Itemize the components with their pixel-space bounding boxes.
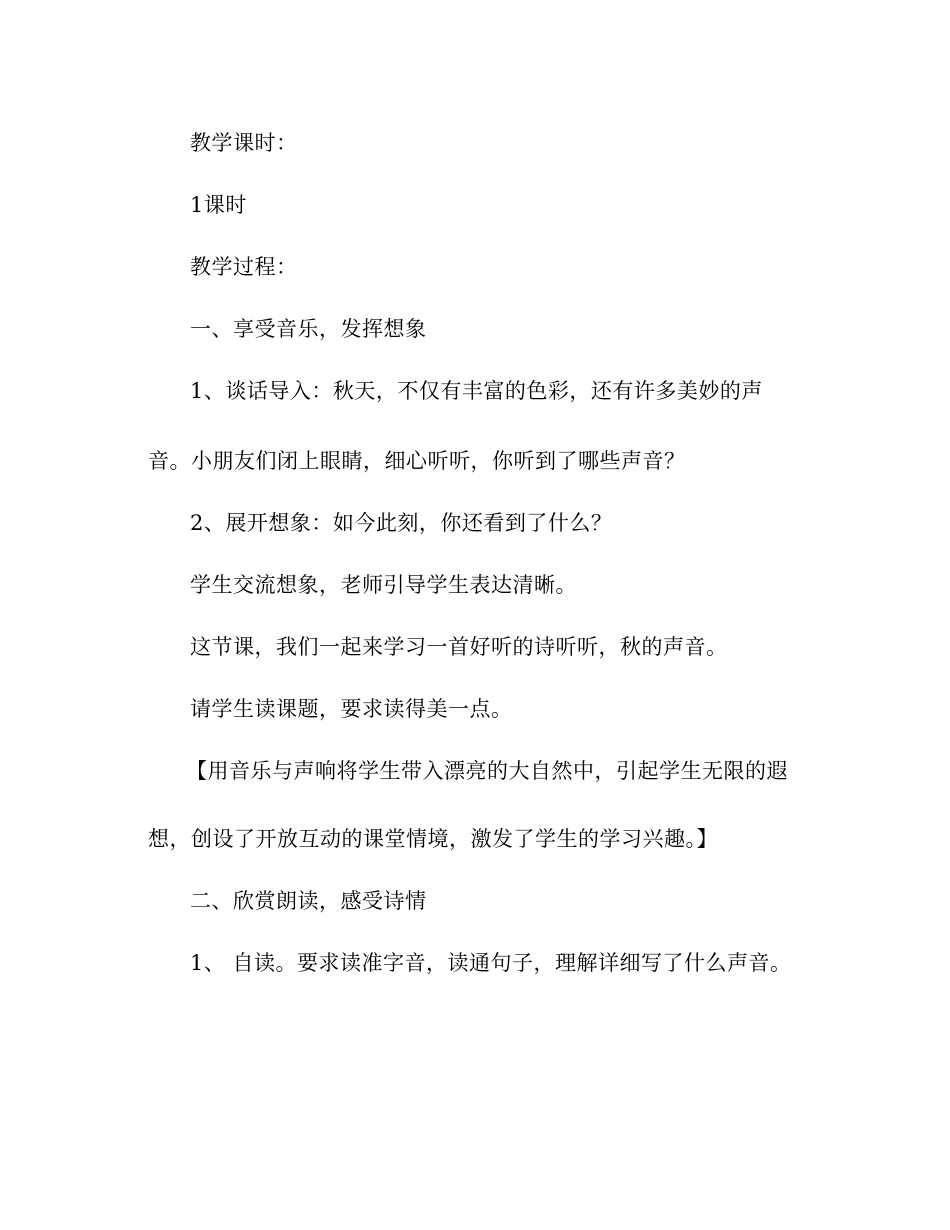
paragraph-line: 1、谈话导入：秋天，不仅有丰富的色彩，还有许多美妙的声 [190, 379, 763, 403]
heading-teaching-process: 教学过程： [190, 255, 298, 279]
paragraph-line: 音。小朋友们闭上眼睛，细心听听，你听到了哪些声音？ [148, 449, 686, 473]
paragraph-line: 2、展开想象：如今此刻，你还看到了什么？ [190, 511, 613, 535]
paragraph-line: 1、 自读。要求读准字音，读通句子，理解详细写了什么声音。 [190, 951, 792, 975]
teaching-hours-value: 1课时 [190, 193, 247, 217]
annotation-line: 【用音乐与声响将学生带入漂亮的大自然中，引起学生无限的遐 [186, 759, 788, 783]
section-heading-2: 二、欣赏朗读，感受诗情 [190, 889, 427, 913]
paragraph-line: 请学生读课题，要求读得美一点。 [190, 697, 513, 721]
annotation-line: 想，创设了开放互动的课堂情境，激发了学生的学习兴趣。】 [148, 827, 718, 851]
paragraph-line: 学生交流想象，老师引导学生表达清晰。 [190, 573, 577, 597]
paragraph-line: 这节课，我们一起来学习一首好听的诗听听，秋的声音。 [190, 635, 728, 659]
section-heading-1: 一、享受音乐，发挥想象 [190, 317, 427, 341]
heading-teaching-hours: 教学课时： [190, 131, 298, 155]
